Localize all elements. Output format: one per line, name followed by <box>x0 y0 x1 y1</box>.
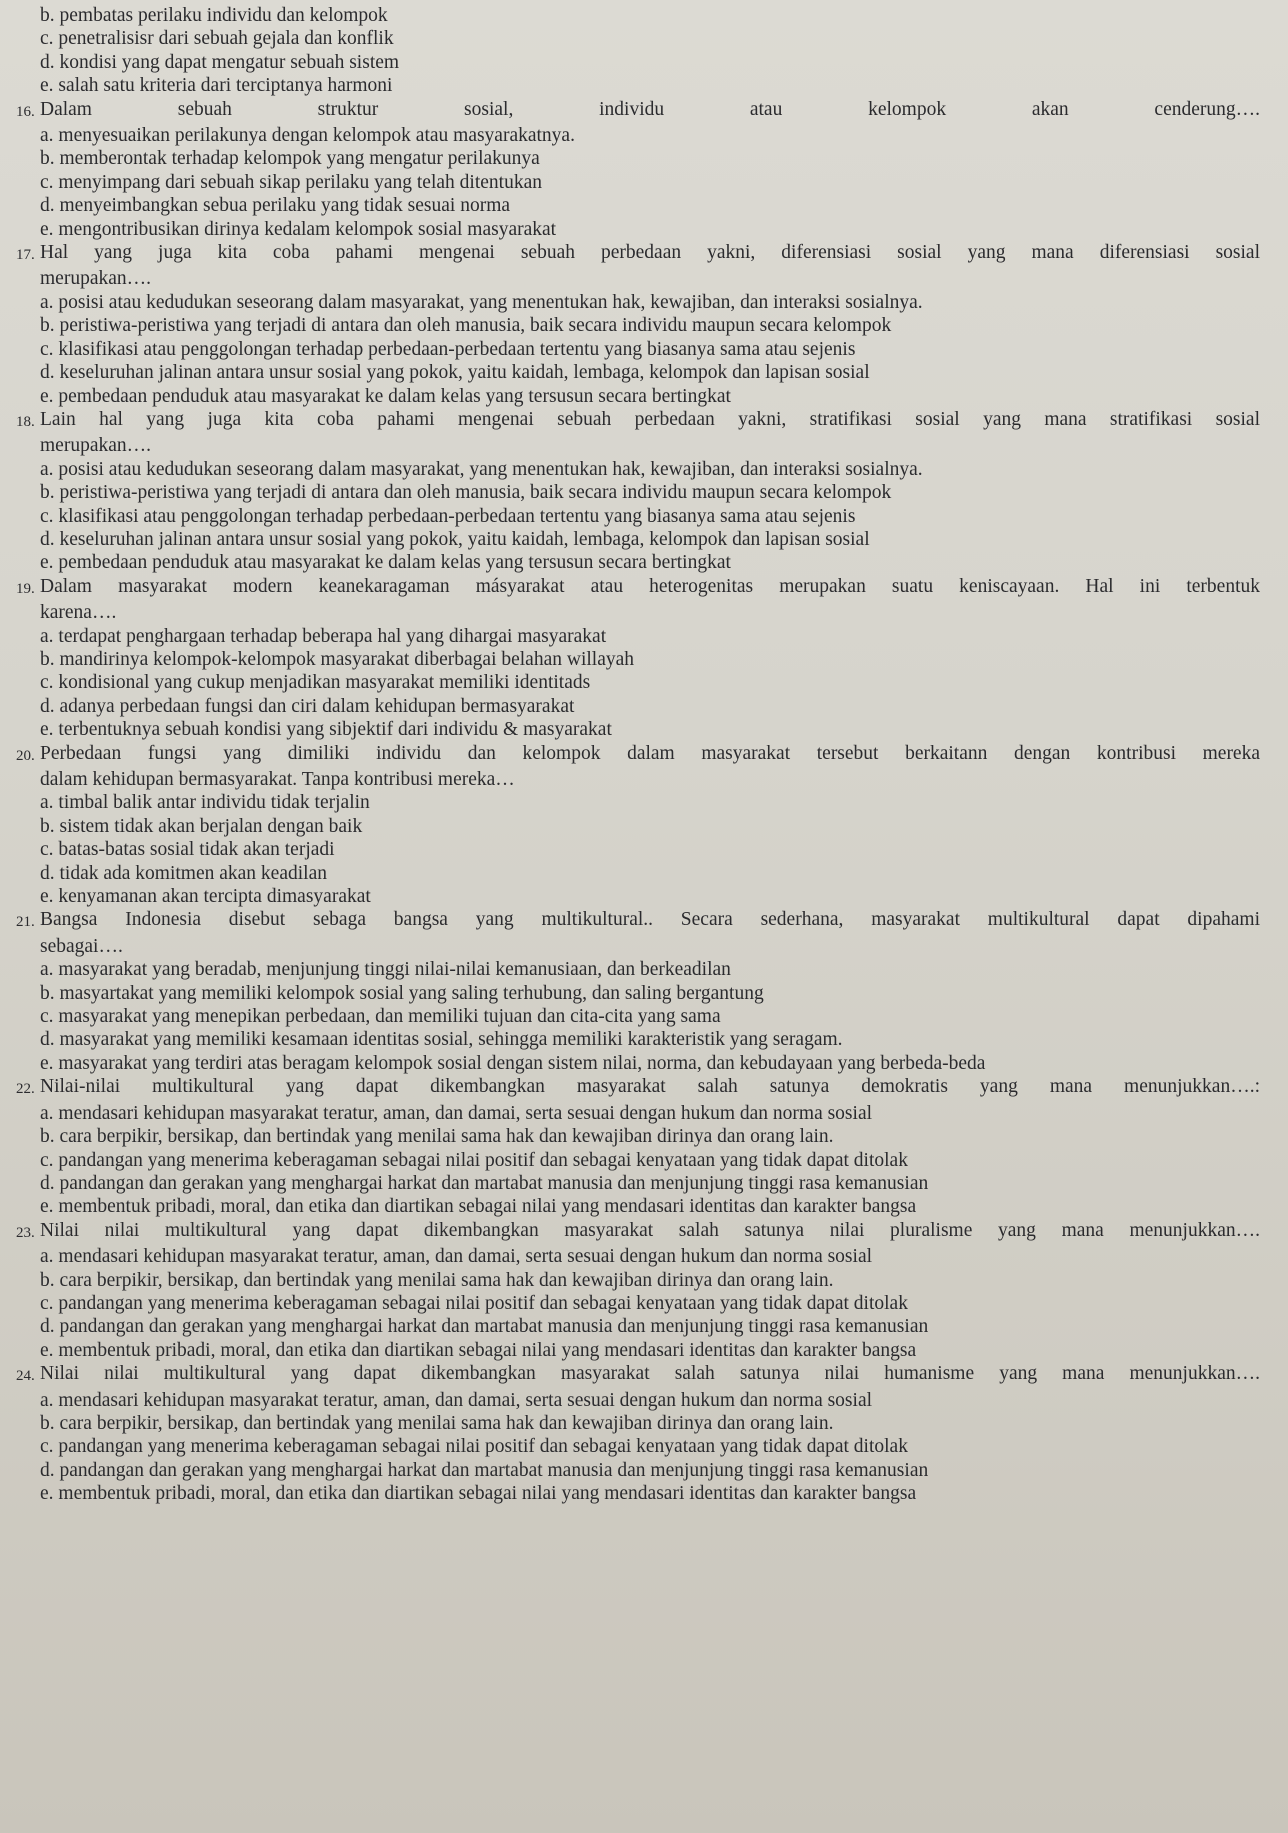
question-text: Nilai-nilai multikultural yang dapat dikembangkan masyarakat salah satunya demokratis yang mana menunjukkan….: <box>40 1076 1260 1098</box>
option-line: c. pandangan yang menerima keberagaman sebagai nilai positif dan sebagai kenyataan yang tidak dapat ditolak <box>40 1292 908 1314</box>
question-line <box>16 575 1260 601</box>
question-number: 22. <box>16 1081 35 1098</box>
option-line: a. timbal balik antar individu tidak terjalin <box>40 792 370 814</box>
option-line: a. posisi atau kedudukan seseorang dalam masyarakat, yang menentukan hak, kewajiban, dan interaksi sosialnya. <box>40 291 923 313</box>
option-line: e. pembedaan penduduk atau masyarakat ke dalam kelas yang tersusun secara bertingkat <box>40 552 731 574</box>
option-line: b. peristiwa-peristiwa yang terjadi di antara dan oleh manusia, baik secara individu maupun secara kelompok <box>40 482 892 504</box>
option-line: b. peristiwa-peristiwa yang terjadi di antara dan oleh manusia, baik secara individu maupun secara kelompok <box>40 315 892 337</box>
question-number: 16. <box>16 103 35 120</box>
option-line: b. cara berpikir, bersikap, dan bertindak yang menilai sama hak dan kewajiban dirinya dan orang lain. <box>40 1412 834 1434</box>
question-line <box>16 408 1260 434</box>
question-number: 17. <box>16 247 35 264</box>
question-list <box>16 98 1260 1506</box>
option-line: d. keseluruhan jalinan antara unsur sosial yang pokok, yaitu kaidah, lembaga, kelompok dan lapisan sosial <box>40 362 870 384</box>
question-number: 24. <box>16 1368 35 1385</box>
question-number: 21. <box>16 914 35 931</box>
question-block <box>16 742 1260 909</box>
question-number: 20. <box>16 747 35 764</box>
question-line <box>16 1075 1260 1101</box>
question-line <box>16 742 1260 768</box>
option-line: a. terdapat penghargaan terhadap beberapa hal yang dihargai masyarakat <box>40 625 607 647</box>
option-line: d. pandangan dan gerakan yang menghargai harkat dan martabat manusia dan menjunjung tinggi rasa kemanusian <box>40 1316 929 1338</box>
option-line: e. pembedaan penduduk atau masyarakat ke dalam kelas yang tersusun secara bertingkat <box>40 385 731 407</box>
option-line: a. mendasari kehidupan masyarakat teratur, aman, dan damai, serta sesuai dengan hukum dan norma sosial <box>40 1246 873 1268</box>
option-line: b. memberontak terhadap kelompok yang mengatur perilakunya <box>40 148 540 170</box>
question-line <box>16 241 1260 267</box>
option-line: e. membentuk pribadi, moral, dan etika dan diartikan sebagai nilai yang mendasari identitas dan karakter bangsa <box>40 1196 917 1218</box>
question-block <box>16 241 1260 408</box>
option-line: c. klasifikasi atau penggolongan terhadap perbedaan-perbedaan tertentu yang biasanya sama atau sejenis <box>40 338 856 360</box>
option-line: b. pembatas perilaku individu dan kelompok <box>40 5 388 26</box>
option-line: b. cara berpikir, bersikap, dan bertindak yang menilai sama hak dan kewajiban dirinya dan orang lain. <box>40 1126 834 1148</box>
question-text: Nilai nilai multikultural yang dapat dikembangkan masyarakat salah satunya nilai humanisme yang mana menunjukkan…. <box>40 1363 1260 1385</box>
option-line: e. membentuk pribadi, moral, dan etika dan diartikan sebagai nilai yang mendasari identitas dan karakter bangsa <box>40 1339 917 1361</box>
option-line: c. kondisional yang cukup menjadikan masyarakat memiliki identitads <box>40 672 591 694</box>
option-line: d. kondisi yang dapat mengatur sebuah sistem <box>40 51 400 73</box>
option-line: a. mendasari kehidupan masyarakat teratur, aman, dan damai, serta sesuai dengan hukum dan norma sosial <box>40 1102 873 1124</box>
option-line: a. menyesuaikan perilakunya dengan kelompok atau masyarakatnya. <box>40 125 575 147</box>
option-line: a. masyarakat yang beradab, menjunjung tinggi nilai-nilai kemanusiaan, dan berkeadilan <box>40 959 731 981</box>
question-continuation: karena…. <box>40 602 117 624</box>
option-line: c. pandangan yang menerima keberagaman sebagai nilai positif dan sebagai kenyataan yang tidak dapat ditolak <box>40 1436 908 1458</box>
option-line: c. batas-batas sosial tidak akan terjadi <box>40 839 335 861</box>
option-line: d. adanya perbedaan fungsi dan ciri dalam kehidupan bermasyarakat <box>40 695 575 717</box>
question-block <box>16 1075 1260 1218</box>
option-line: e. membentuk pribadi, moral, dan etika dan diartikan sebagai nilai yang mendasari identitas dan karakter bangsa <box>40 1483 917 1505</box>
option-line: c. masyarakat yang menepikan perbedaan, dan memiliki tujuan dan cita-cita yang sama <box>40 1006 721 1028</box>
question-block <box>16 408 1260 575</box>
question-line <box>16 98 1260 124</box>
question-text: Bangsa Indonesia disebut sebaga bangsa yang multikultural.. Secara sederhana, masyarakat multikultural dapat dipahami <box>40 909 1260 931</box>
question-block <box>16 908 1260 1075</box>
option-line: c. pandangan yang menerima keberagaman sebagai nilai positif dan sebagai kenyataan yang tidak dapat ditolak <box>40 1149 908 1171</box>
question-text: Dalam masyarakat modern keanekaragaman másyarakat atau heterogenitas merupakan suatu keniscayaan. Hal ini terbentuk <box>40 575 1260 597</box>
question-text: Hal yang juga kita coba pahami mengenai sebuah perbedaan yakni, diferensiasi sosial yang mana diferensiasi sosial <box>40 242 1260 264</box>
option-line: c. klasifikasi atau penggolongan terhadap perbedaan-perbedaan tertentu yang biasanya sama atau sejenis <box>40 505 856 527</box>
option-line: d. menyeimbangkan sebua perilaku yang tidak sesuai norma <box>40 195 511 217</box>
question-block <box>16 1219 1260 1362</box>
option-line: a. posisi atau kedudukan seseorang dalam masyarakat, yang menentukan hak, kewajiban, dan interaksi sosialnya. <box>40 458 923 480</box>
option-line: d. pandangan dan gerakan yang menghargai harkat dan martabat manusia dan menjunjung tinggi rasa kemanusian <box>40 1459 929 1481</box>
option-line: b. sistem tidak akan berjalan dengan baik <box>40 815 363 837</box>
option-line: e. terbentuknya sebuah kondisi yang sibjektif dari individu & masyarakat <box>40 719 612 741</box>
option-line: e. masyarakat yang terdiri atas beragam kelompok sosial dengan sistem nilai, norma, dan kebudayaan yang berbeda-beda <box>40 1052 986 1074</box>
question-text: Nilai nilai multikultural yang dapat dikembangkan masyarakat salah satunya nilai pluralisme yang mana menunjukkan…. <box>40 1219 1260 1241</box>
question-number: 19. <box>16 580 35 597</box>
option-line: e. mengontribusikan dirinya kedalam kelompok sosial masyarakat <box>40 218 557 240</box>
option-line: b. mandirinya kelompok-kelompok masyarakat diberbagai belahan willayah <box>40 648 635 670</box>
option-line: c. penetralisisr dari sebuah gejala dan konflik <box>40 28 394 50</box>
option-line: b. cara berpikir, bersikap, dan bertindak yang menilai sama hak dan kewajiban dirinya dan orang lain. <box>40 1269 834 1291</box>
option-line: c. menyimpang dari sebuah sikap perilaku yang telah ditentukan <box>40 171 542 193</box>
option-line: e. salah satu kriteria dari terciptanya harmoni <box>40 75 393 97</box>
question-block <box>16 575 1260 742</box>
option-line: a. mendasari kehidupan masyarakat teratur, aman, dan damai, serta sesuai dengan hukum dan norma sosial <box>40 1389 873 1411</box>
question-block <box>16 1362 1260 1505</box>
question-line <box>16 1362 1260 1388</box>
option-line: d. masyarakat yang memiliki kesamaan identitas sosial, sehingga memiliki karakteristik yang seragam. <box>40 1029 843 1051</box>
question-number: 23. <box>16 1224 35 1241</box>
question-text: Lain hal yang juga kita coba pahami mengenai sebuah perbedaan yakni, stratifikasi sosial yang mana stratifikasi sosial <box>40 408 1260 430</box>
question-number: 18. <box>16 413 35 430</box>
question-continuation: sebagai…. <box>40 935 123 957</box>
question-continuation: dalam kehidupan bermasyarakat. Tanpa kontribusi mereka… <box>40 769 515 790</box>
option-line: d. tidak ada komitmen akan keadilan <box>40 862 327 884</box>
question-continuation: merupakan…. <box>40 268 152 290</box>
option-line: d. pandangan dan gerakan yang menghargai harkat dan martabat manusia dan menjunjung tinggi rasa kemanusian <box>40 1172 929 1194</box>
question-line <box>16 1219 1260 1245</box>
option-line: e. kenyamanan akan tercipta dimasyarakat <box>40 886 371 908</box>
question-text: Perbedaan fungsi yang dimiliki individu dan kelompok dalam masyarakat tersebut berkaitann dengan kontribusi mereka <box>40 742 1260 764</box>
intro-options <box>16 4 1260 98</box>
option-line: d. keseluruhan jalinan antara unsur sosial yang pokok, yaitu kaidah, lembaga, kelompok dan lapisan sosial <box>40 528 870 550</box>
question-text: Dalam sebuah struktur sosial, individu atau kelompok akan cenderung…. <box>40 98 1260 120</box>
question-line <box>16 908 1260 934</box>
question-block <box>16 98 1260 241</box>
question-continuation: merupakan…. <box>40 435 152 457</box>
option-line: b. masyartakat yang memiliki kelompok sosial yang saling terhubung, dan saling bergantung <box>40 982 764 1004</box>
